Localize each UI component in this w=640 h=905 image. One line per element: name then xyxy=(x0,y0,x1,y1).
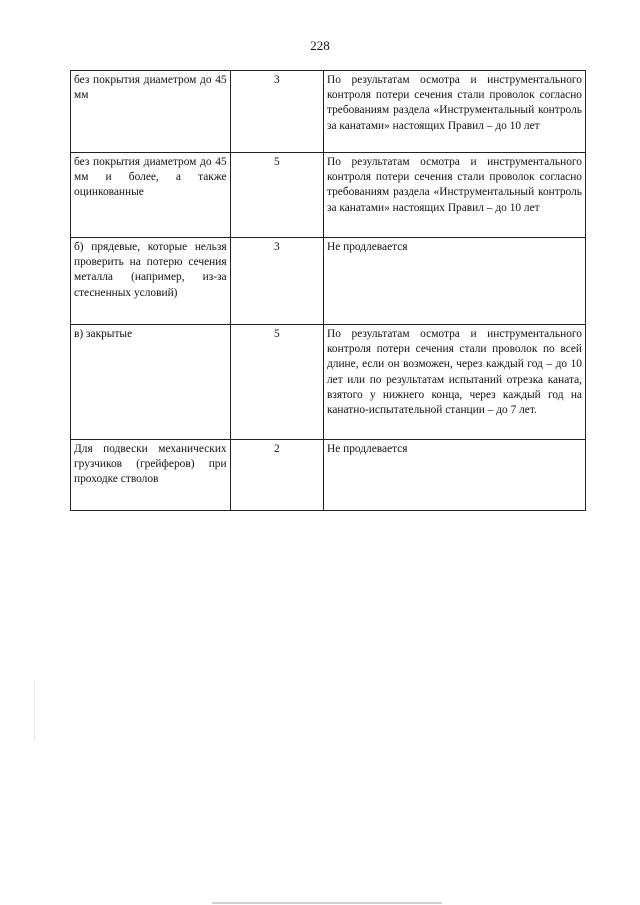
table-row xyxy=(71,325,586,440)
extension-conditions-cell: По результатам осмотра и инструментального контроля потери сечения стали проволок согласно требованиям раздела «Инструментальный контроль за канатами» настоящих Правил – до 10 лет xyxy=(323,71,585,153)
table-row xyxy=(71,238,586,325)
table-row xyxy=(71,440,586,511)
rope-type-cell: б) прядевые, которые нельзя проверить на потерю сечения металла (например, из-за стесненных условий) xyxy=(71,238,231,325)
extension-conditions-cell: Не продлевается xyxy=(323,238,585,325)
rope-service-life-table xyxy=(70,70,586,511)
extension-conditions-cell: Не продлевается xyxy=(323,440,585,511)
scan-bottom-mark xyxy=(212,902,442,904)
service-life-years-cell: 5 xyxy=(230,153,323,238)
extension-conditions-cell: По результатам осмотра и инструментального контроля потери сечения стали проволок согласно требованиям раздела «Инструментальный контроль за канатами» настоящих Правил – до 10 лет xyxy=(323,153,585,238)
service-life-years-cell: 2 xyxy=(230,440,323,511)
page-number: 228 xyxy=(310,38,330,53)
extension-conditions-cell: По результатам осмотра и инструментального контроля потери сечения стали проволок по всей длине, если он возможен, через каждый год – до 10 лет или по результатам испытаний отрезка каната, взятого у нижнего конца, через каждый год на канатно-испытательной станции – до 7 лет. xyxy=(323,325,585,440)
rope-type-cell: в) закрытые xyxy=(71,325,231,440)
scan-edge-mark xyxy=(34,680,35,740)
table-row xyxy=(71,153,586,238)
service-life-years-cell: 3 xyxy=(230,238,323,325)
service-life-years-cell: 5 xyxy=(230,325,323,440)
service-life-years-cell: 3 xyxy=(230,71,323,153)
rope-type-cell: Для подвески механических грузчиков (грейферов) при проходке стволов xyxy=(71,440,231,511)
table-row xyxy=(71,71,586,153)
rope-type-cell: без покрытия диаметром до 45 мм xyxy=(71,71,231,153)
rope-type-cell: без покрытия диаметром до 45 мм и более, а также оцинкованные xyxy=(71,153,231,238)
